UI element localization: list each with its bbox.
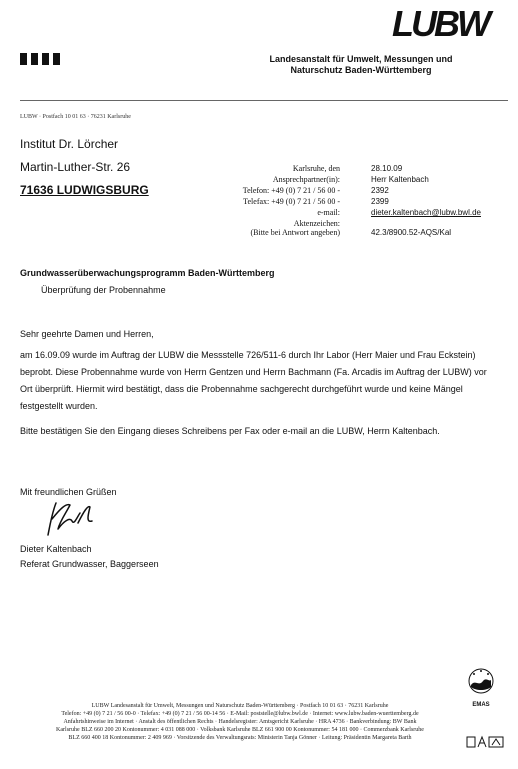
- signer-department: Referat Grundwasser, Baggerseen: [20, 559, 159, 569]
- date-value: 28.10.09: [371, 164, 403, 173]
- footer-line-3: Anfahrtshinweise im Internet · Anstalt des öffentlichen Rechts · Handelsregister: Amtsgericht Karlsruhe · HRA 4736 · Bankverbindung: BW Bank: [63, 719, 417, 725]
- body-paragraph-1: am 16.09.09 wurde im Auftrag der LUBW die Messstelle 726/511-6 durch Ihr Labor (Herr Maier und Frau Eckstein) beprobt. Diese Probennahme wurde von Herrn Gentzen und Herrn Bachmann (Fa. Arcadis im Auftrag der LUBW) vor Ort überprüft. Hiermit wird bestätigt, dass die Probennahme sachgerecht durchgeführt wurde und keine Mängel festgestellt wurden.: [20, 350, 487, 411]
- reference-value: 42.3/8900.52-AQS/Kal: [371, 228, 452, 237]
- footer-line-4: Karlsruhe BLZ 660 200 20 Kontonummer: 4 031 088 000 · Volksbank Karlsruhe BLZ 661 900 00 Kontonummer: 54 181 000 · Commerzbank Karlsruhe: [56, 727, 424, 733]
- footer-line-5: BLZ 660 400 18 Kontonummer: 2 409 969 · Vorsitzende des Verwaltungsrats: Ministerin Tanja Gönner · Leitung: Präsidentin Margareta Barth: [68, 735, 412, 741]
- contact-label: Ansprechpartner(in):: [272, 175, 340, 184]
- signer-name: Dieter Kaltenbach: [20, 544, 92, 554]
- header-divider: [20, 100, 508, 101]
- phone-value: 2392: [371, 186, 389, 195]
- emas-label: EMAS: [472, 702, 490, 708]
- fax-value: 2399: [371, 197, 389, 206]
- subject-line: Grundwasserüberwachungsprogramm Baden-Württemberg: [20, 268, 275, 278]
- emas-logo: [462, 667, 500, 708]
- letterhead-bars: [20, 53, 60, 65]
- letterhead-bar: [53, 53, 60, 65]
- body-paragraph-2: Bitte bestätigen Sie den Eingang dieses Schreibens per Fax oder e-mail an die LUBW, Herrn Kaltenbach.: [20, 426, 440, 436]
- agency-name: [236, 54, 486, 76]
- salutation: Sehr geehrte Damen und Herren,: [20, 329, 154, 339]
- email-link[interactable]: dieter.kaltenbach@lubw.bwl.de: [371, 208, 481, 217]
- lubw-logo: LUBW: [392, 3, 488, 44]
- letterhead-bar: [20, 53, 27, 65]
- agency-name-line-2: Naturschutz Baden-Württemberg: [290, 65, 432, 75]
- certification-logo: [466, 735, 504, 749]
- recipient-line-2: Martin-Luther-Str. 26: [20, 160, 131, 174]
- reference-note: (Bitte bei Antwort angeben): [250, 228, 340, 237]
- letterhead-bar: [42, 53, 49, 65]
- reference-label: Aktenzeichen:: [293, 219, 340, 228]
- footer: [20, 702, 460, 742]
- email-label: e-mail:: [317, 208, 340, 217]
- subject-subtitle: Überprüfung der Probennahme: [41, 285, 166, 295]
- sender-return-line: LUBW · Postfach 10 01 63 · 76231 Karlsruhe: [20, 114, 131, 120]
- phone-label: Telefon: +49 (0) 7 21 / 56 00 -: [242, 186, 340, 195]
- agency-name-line-1: Landesanstalt für Umwelt, Messungen und: [269, 54, 453, 64]
- contact-value: Herr Kaltenbach: [371, 175, 429, 184]
- handwritten-signature: [40, 495, 100, 540]
- date-label: Karlsruhe, den: [292, 164, 340, 173]
- recipient-city: 71636 LUDWIGSBURG: [20, 183, 149, 197]
- footer-line-2: Telefon: +49 (0) 7 21 / 56 00-0 · Telefax: +49 (0) 7 21 / 56 00-14 56 · E-Mail: poststelle@lubw.bwl.de · Internet: www.lubw.baden-wuerttemberg.de: [61, 711, 419, 717]
- closing: Mit freundlichen Grüßen: [20, 487, 117, 497]
- recipient-line-1: Institut Dr. Lörcher: [20, 137, 119, 151]
- emas-emblem-icon: [464, 667, 498, 695]
- footer-line-1: LUBW Landesanstalt für Umwelt, Messungen und Naturschutz Baden-Württemberg · Postfach 10 01 63 · 76231 Karlsruhe: [91, 703, 389, 709]
- fax-label: Telefax: +49 (0) 7 21 / 56 00 -: [243, 197, 340, 206]
- letterhead-bar: [31, 53, 38, 65]
